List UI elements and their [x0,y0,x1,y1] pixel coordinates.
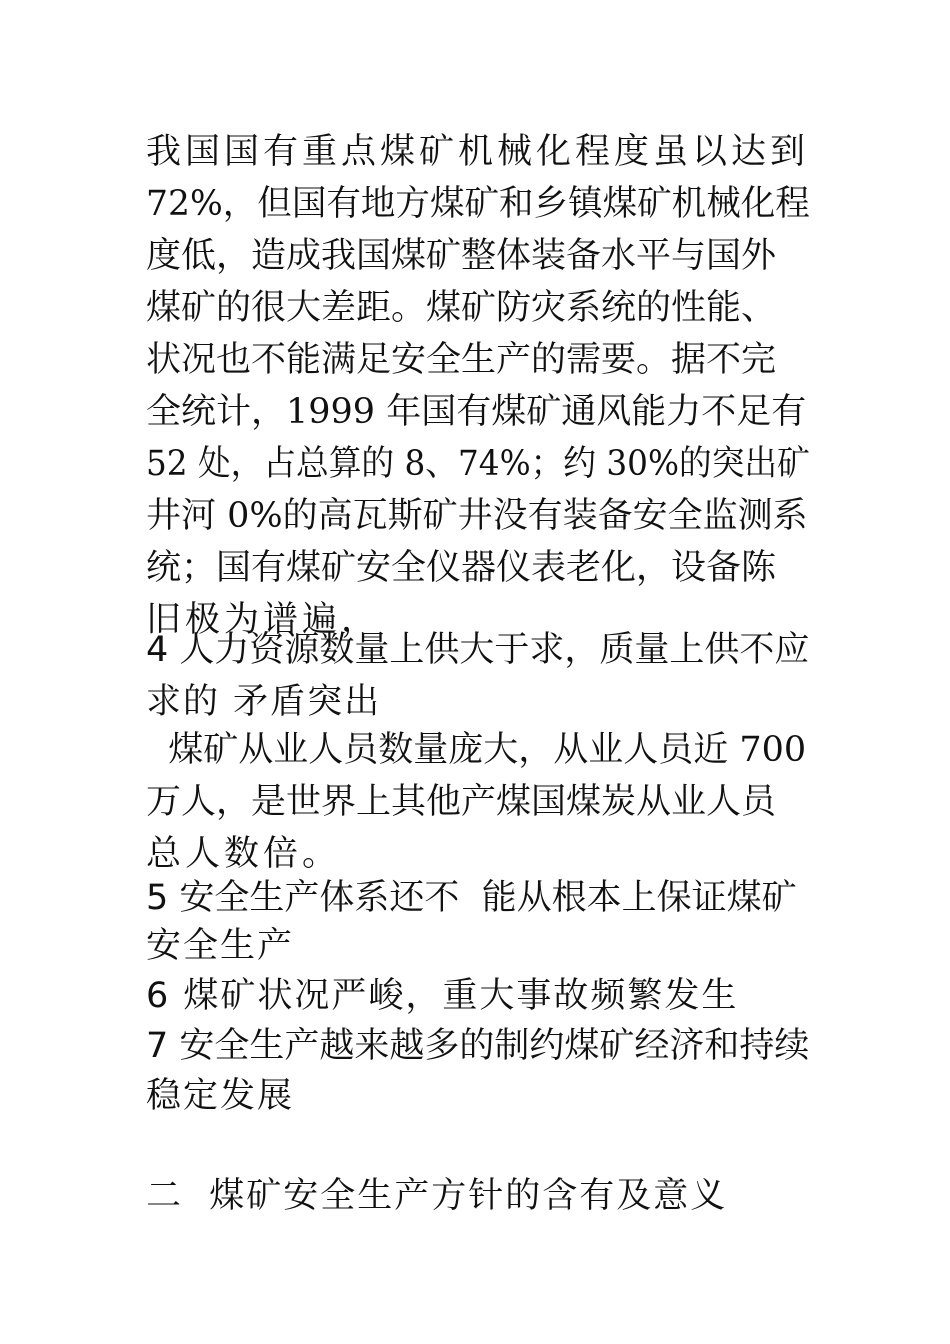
text-line: 52 处，占总算的 8、74%；约 30%的突出矿 [146,444,810,484]
text-line: 总人数倍。 [146,834,342,874]
text-line: 状况也不能满足安全生产的需要。据不完 [146,340,777,380]
text-line: 安全生产 [146,926,295,966]
text-line: 求的 矛盾突出 [146,682,382,722]
text-line: 72%，但国有地方煤矿和乡镇煤矿机械化程 [146,184,810,224]
text-line: 万人，是世界上其他产煤国煤炭从业人员 [146,782,777,822]
text-line: 全统计，1999 年国有煤矿通风能力不足有 [146,392,807,432]
text-line: 统；国有煤矿安全仪器仪表老化，设备陈 [146,548,777,588]
text-line: 6 煤矿状况严峻，重大事故频繁发生 [146,976,739,1016]
text-line: 7 安全生产越来越多的制约煤矿经济和持续 [146,1026,810,1066]
text-line: 5 安全生产体系还不 能从根本上保证煤矿 [146,878,797,918]
text-line: 4 人力资源数量上供大于求，质量上供不应 [146,630,810,670]
section-heading: 二 煤矿安全生产方针的含有及意义 [146,1176,728,1216]
text-line: 旧极为谱遍， [146,600,381,640]
text-line: 度低，造成我国煤矿整体装备水平与国外 [146,236,777,276]
text-line: 煤矿从业人员数量庞大，从业人员近 700 [146,730,807,770]
text-line: 我国国有重点煤矿机械化程度虽以达到 [146,132,810,172]
text-line: 井河 0%的高瓦斯矿井没有装备安全监测系 [146,496,808,536]
text-line: 煤矿的很大差距。煤矿防灾系统的性能、 [146,288,777,328]
text-line: 稳定发展 [146,1076,295,1116]
